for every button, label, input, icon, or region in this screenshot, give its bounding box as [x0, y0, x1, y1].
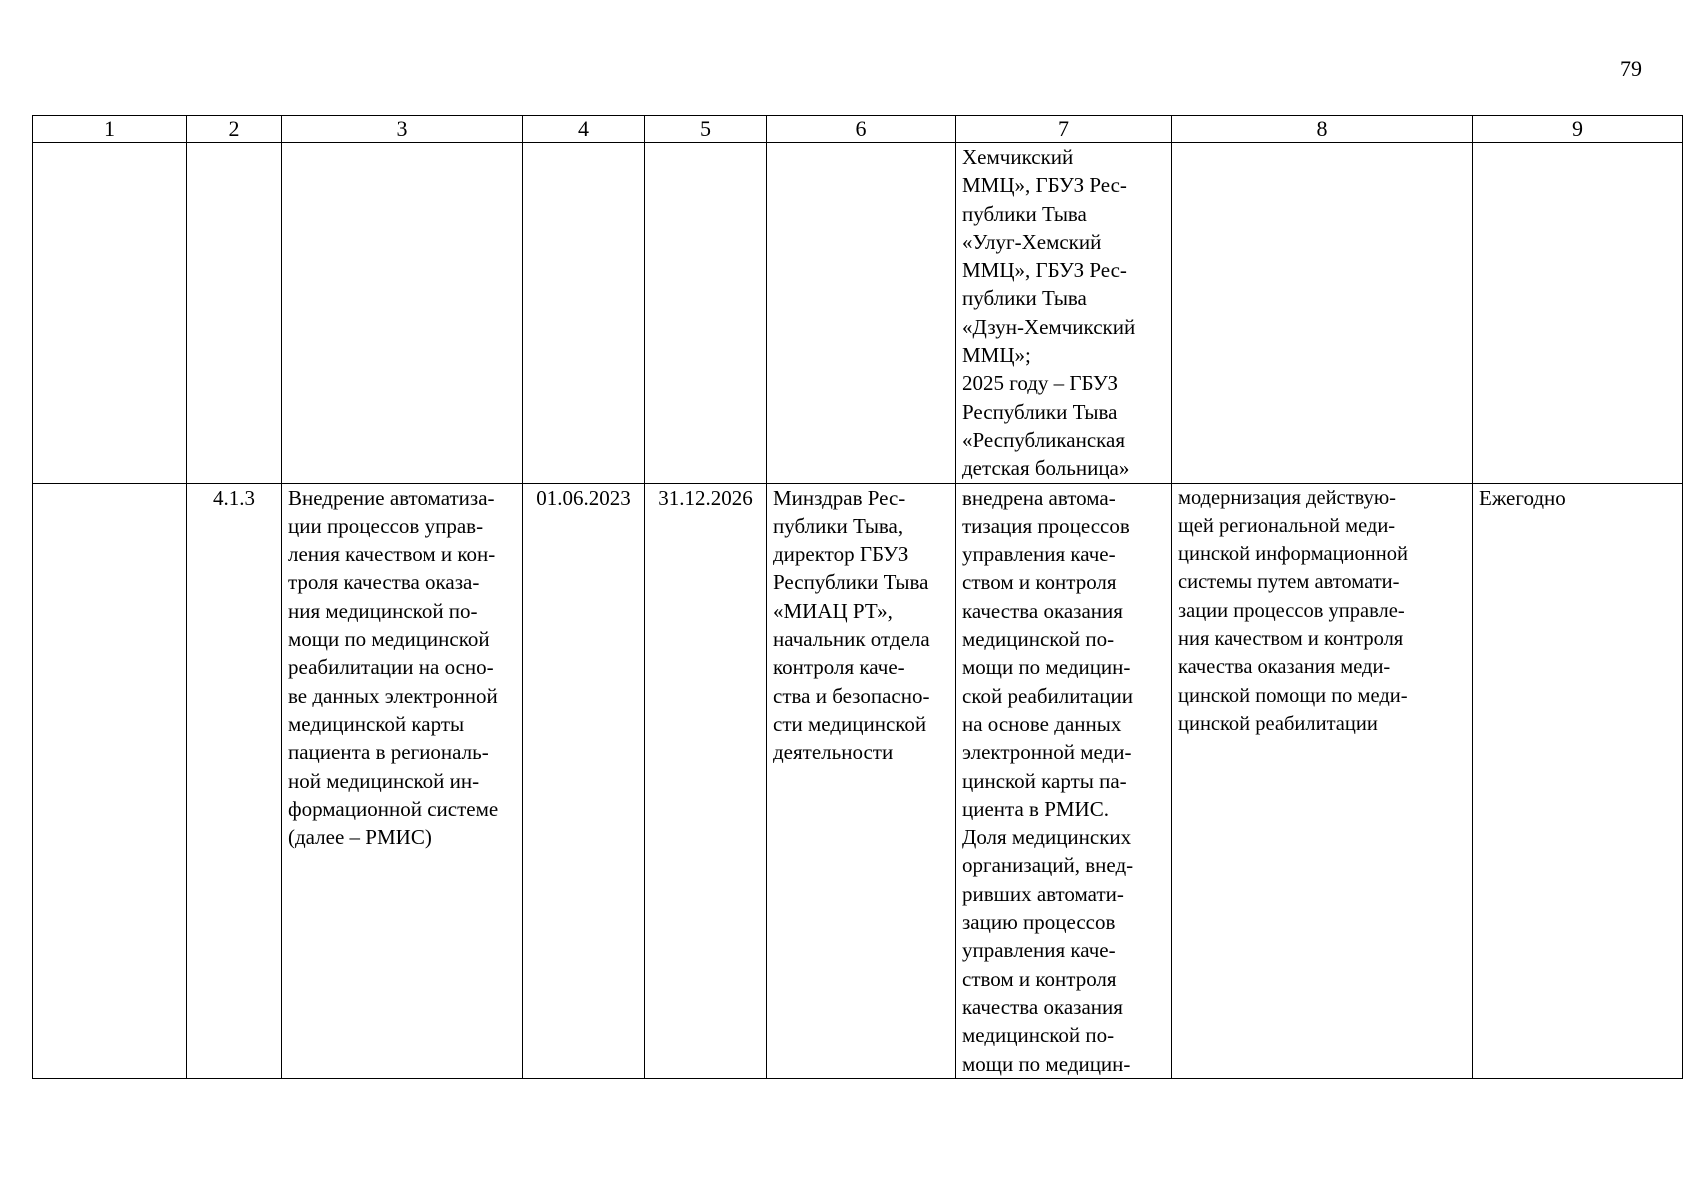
cell-frequency: Ежегодно — [1473, 483, 1683, 1078]
cell-item-name: Внедрение автоматиза- ции процессов управ- ления качеством и кон- троля качества оказа- ния медицинской по- мощи по медицинской реабилитации на осно- ве данных электронной медицинской карты пациента в региональ- ной медицинской ин- формационной системе (далее – РМИС) — [282, 483, 523, 1078]
cell-col1 — [33, 483, 187, 1078]
cell-empty — [1473, 143, 1683, 484]
cell-end-date: 31.12.2026 — [645, 483, 767, 1078]
cell-result: внедрена автома- тизация процессов управления каче- ством и контроля качества оказания медицинской по- мощи по медицин- ской реабилитации на основе данных электронной меди- цинской карты па- циента в РМИС. Доля медицинских организаций, внед- ривших автомати- зацию процессов управления каче- ством и контроля качества оказания медицинской по- мощи по медицин- — [956, 483, 1172, 1078]
cell-empty — [767, 143, 956, 484]
column-header-row — [33, 116, 1683, 143]
cell-result-continuation: Хемчикский ММЦ», ГБУЗ Рес- публики Тыва «Улуг-Хемский ММЦ», ГБУЗ Рес- публики Тыва «Дзун-Хемчикский ММЦ»; 2025 году – ГБУЗ Республики Тыва «Республиканская детская больница» — [956, 143, 1172, 484]
column-header-7: 7 — [956, 116, 1172, 143]
column-header-9: 9 — [1473, 116, 1683, 143]
cell-empty — [187, 143, 282, 484]
cell-empty — [645, 143, 767, 484]
column-header-6: 6 — [767, 116, 956, 143]
page-number: 79 — [1620, 56, 1642, 81]
cell-item-number: 4.1.3 — [187, 483, 282, 1078]
cell-empty — [33, 143, 187, 484]
plan-table — [32, 115, 1683, 1079]
cell-responsible: Минздрав Рес- публики Тыва, директор ГБУЗ Республики Тыва «МИАЦ РТ», начальник отдела контроля каче- ства и безопасно- сти медицинской деятельности — [767, 483, 956, 1078]
table-row-continuation — [33, 143, 1683, 484]
cell-description: модернизация действую- щей региональной меди- цинской информационной системы путем автомати- зации процессов управле- ния качеством и контроля качества оказания меди- цинской помощи по меди- цинской реабилитации — [1172, 483, 1473, 1078]
column-header-2: 2 — [187, 116, 282, 143]
cell-empty — [523, 143, 645, 484]
cell-empty — [1172, 143, 1473, 484]
cell-start-date: 01.06.2023 — [523, 483, 645, 1078]
column-header-4: 4 — [523, 116, 645, 143]
cell-empty — [282, 143, 523, 484]
column-header-5: 5 — [645, 116, 767, 143]
table-row-item — [33, 483, 1683, 1078]
column-header-1: 1 — [33, 116, 187, 143]
column-header-3: 3 — [282, 116, 523, 143]
column-header-8: 8 — [1172, 116, 1473, 143]
